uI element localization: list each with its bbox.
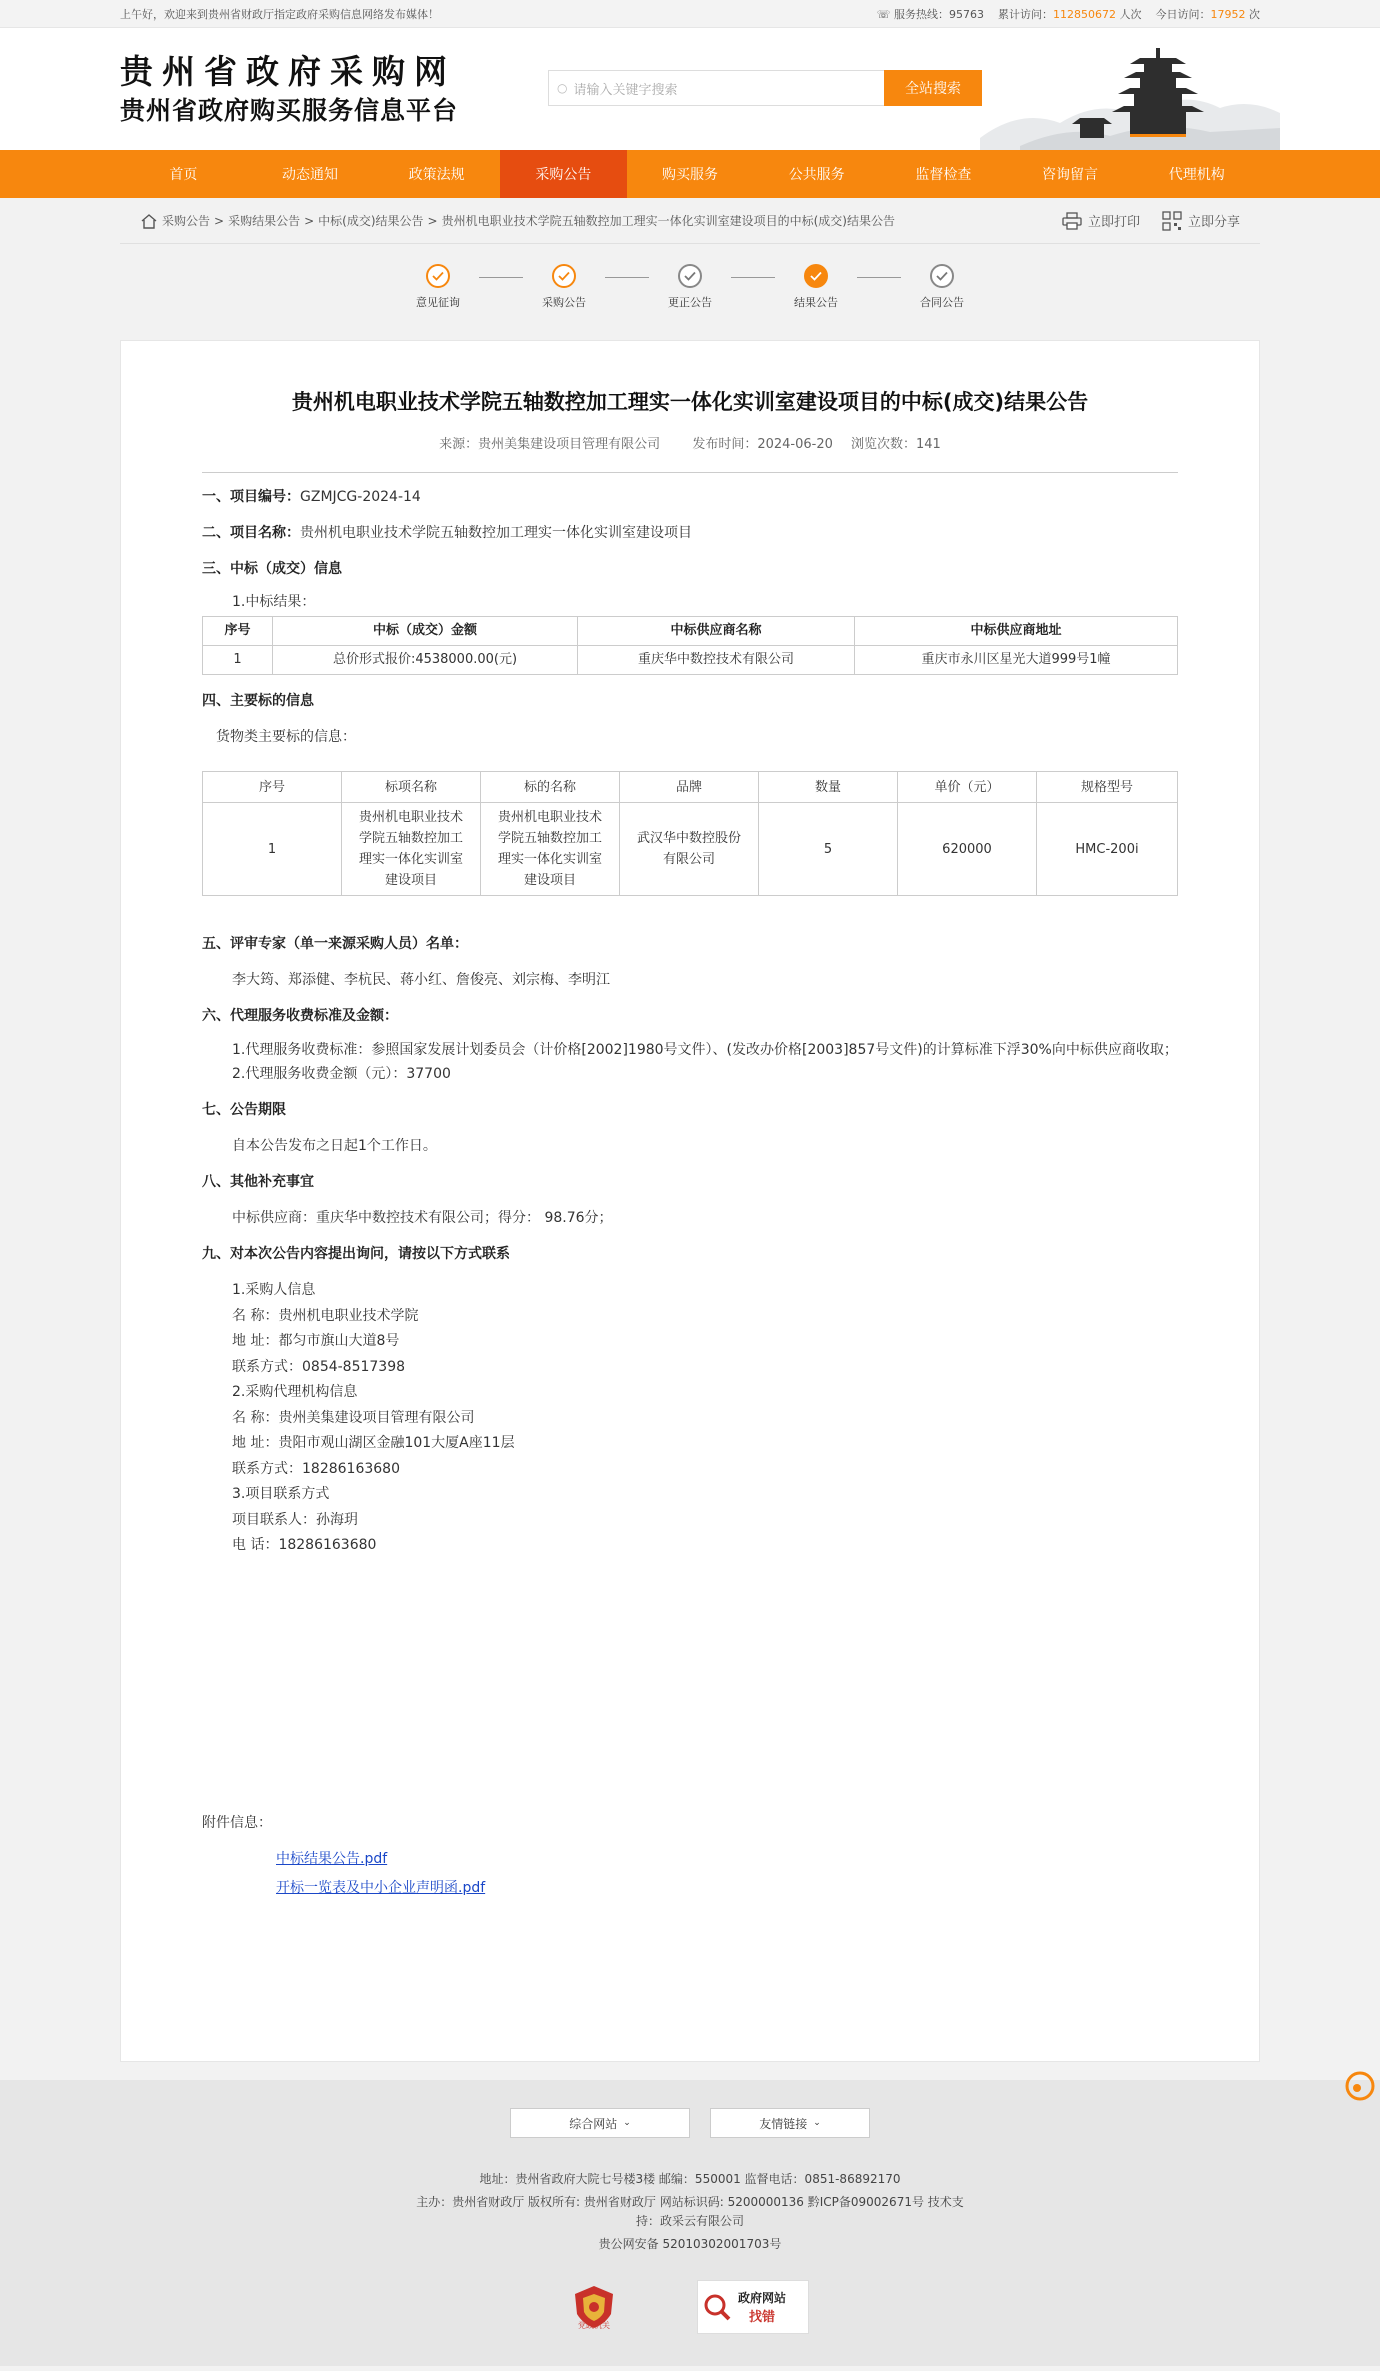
- table-cell: 5: [759, 803, 898, 896]
- search-placeholder: 请输入关键字搜索: [573, 82, 678, 98]
- table-header: 单价（元）: [898, 772, 1037, 803]
- table-cell: 贵州机电职业技术学院五轴数控加工理实一体化实训室建设项目: [481, 803, 620, 896]
- table-cell: 1: [203, 803, 342, 896]
- attachments-label: 附件信息：: [202, 1814, 272, 1831]
- footer-badges: [0, 2280, 1380, 2334]
- step-connector: [731, 277, 775, 278]
- article-source: 来源：贵州美集建设项目管理有限公司: [439, 437, 661, 452]
- breadcrumb-separator: >: [304, 213, 315, 228]
- table-header: 标的名称: [481, 772, 620, 803]
- section-title: 一、项目编号：: [202, 489, 300, 505]
- contact-line: 地 址：贵阳市观山湖区金融101大厦A座11层: [232, 1435, 515, 1451]
- step-contract[interactable]: [907, 264, 977, 310]
- process-steps: [0, 244, 1380, 340]
- top-bar: [0, 0, 1380, 28]
- table-cell: HMC-200i: [1037, 803, 1178, 896]
- step-label: 意见征询: [416, 296, 460, 309]
- site-logo[interactable]: [120, 52, 458, 128]
- badge-title: 政府网站: [738, 2291, 787, 2305]
- article-meta: [202, 433, 1178, 473]
- article-title: 贵州机电职业技术学院五轴数控加工理实一体化实训室建设项目的中标(成交)结果公告: [291, 390, 1089, 414]
- section-title: 九、对本次公告内容提出询问，请按以下方式联系: [202, 1246, 510, 1262]
- notice-period: 自本公告发布之日起1个工作日。: [232, 1138, 437, 1154]
- contact-line: 联系方式：0854-8517398: [232, 1358, 406, 1375]
- site-header: [0, 28, 1380, 150]
- project-name: 贵州机电职业技术学院五轴数控加工理实一体化实训室建设项目: [300, 525, 692, 541]
- today-visits-label: 今日访问：: [1155, 8, 1211, 21]
- step-connector: [857, 277, 901, 278]
- breadcrumb: [140, 212, 895, 229]
- chevron-down-icon: ⌄: [623, 2118, 631, 2128]
- print-button[interactable]: [1062, 211, 1140, 231]
- site-footer: [0, 2080, 1380, 2366]
- goods-table: [202, 771, 1178, 896]
- table-cell: 620000: [898, 803, 1037, 896]
- contact-line: 项目联系人：孙海玥: [232, 1511, 358, 1528]
- today-visits-value: 17952: [1210, 8, 1246, 21]
- total-visits: [998, 6, 1142, 22]
- table-row: [203, 646, 1178, 675]
- section-project-name: [202, 521, 1178, 545]
- contact-line: 联系方式：18286163680: [232, 1460, 400, 1477]
- expert-list: 李大筠、郑添健、李杭民、蒋小红、詹俊亮、刘宗梅、李明江: [232, 972, 610, 988]
- nav-purchase-service[interactable]: 购买服务: [662, 167, 719, 183]
- fee-standard-text: 1.代理服务收费标准：参照国家发展计划委员会（计价格[2002]1980号文件）、(发改办价格[2003]857号文件)的计算标准下浮30%向中标供应商收取；: [232, 1042, 1178, 1058]
- article-date: 发布时间：2024-06-20: [692, 437, 833, 452]
- main-nav: [0, 150, 1380, 198]
- gov-party-badge[interactable]: [571, 2284, 617, 2331]
- step-label: 合同公告: [920, 296, 964, 309]
- search-input[interactable]: [548, 70, 884, 106]
- step-consultation[interactable]: [403, 264, 473, 310]
- hotline-label: 服务热线：: [894, 8, 949, 21]
- footer-info: [0, 2170, 1380, 2254]
- table-cell: 总价形式报价:4538000.00(元): [273, 646, 578, 675]
- site-stats: [877, 6, 1260, 22]
- contact-info: [202, 1278, 1178, 1559]
- qrcode-icon: [1162, 211, 1182, 231]
- fee-amount: 2.代理服务收费金额（元）：37700: [232, 1066, 451, 1082]
- step-label: 更正公告: [668, 296, 712, 309]
- printer-icon: [1062, 212, 1082, 230]
- breadcrumb-separator: >: [214, 213, 225, 228]
- nav-consult[interactable]: 咨询留言: [1042, 167, 1099, 183]
- check-icon: [930, 264, 954, 288]
- share-label: 立即分享: [1187, 215, 1240, 230]
- breadcrumb-bar: [0, 198, 1380, 244]
- breadcrumb-separator: >: [427, 213, 438, 228]
- pagoda-illustration: [980, 28, 1280, 150]
- check-icon: [552, 264, 576, 288]
- table-header: 数量: [759, 772, 898, 803]
- dropdown-label: 综合网站: [569, 2116, 618, 2131]
- bid-result-label: 1.中标结果：: [232, 594, 316, 610]
- project-number: GZMJCG-2024-14: [300, 489, 421, 505]
- search-button[interactable]: 全站搜索: [884, 70, 982, 106]
- table-header: 序号: [203, 617, 273, 646]
- table-header-row: [203, 772, 1178, 803]
- site-subtitle: 贵州省政府购买服务信息平台: [120, 96, 459, 125]
- step-label: 采购公告: [542, 296, 586, 309]
- total-visits-value: 112850672: [1053, 8, 1116, 21]
- section-title: 五、评审专家（单一来源采购人员）名单：: [202, 936, 468, 952]
- site-title: 贵州省政府采购网: [120, 52, 456, 91]
- page-actions: [1062, 211, 1240, 231]
- greeting-text: 上午好，欢迎来到贵州省财政厅指定政府采购信息网络发布媒体！: [120, 8, 439, 21]
- dropdown-label: 友情链接: [759, 2116, 808, 2131]
- contact-line: 名 称：贵州美集建设项目管理有限公司: [232, 1409, 475, 1426]
- section-title: 七、公告期限: [202, 1102, 286, 1118]
- phone-icon: ☏: [876, 8, 891, 21]
- fee-standard: [202, 1040, 1178, 1060]
- check-icon: [804, 264, 828, 288]
- table-cell: 重庆华中数控技术有限公司: [578, 646, 855, 675]
- weibo-icon[interactable]: [1340, 2066, 1380, 2106]
- contact-line: 1.采购人信息: [232, 1282, 316, 1298]
- step-label: 结果公告: [794, 296, 838, 309]
- gov-party-badge-label: 党政机关: [578, 2320, 610, 2330]
- table-cell: 1: [203, 646, 273, 675]
- total-visits-unit: 人次: [1119, 8, 1142, 21]
- attachment-link[interactable]: 开标一览表及中小企业声明函.pdf: [276, 1879, 486, 1896]
- share-button[interactable]: [1162, 211, 1240, 231]
- table-header: 中标供应商地址: [855, 617, 1178, 646]
- nav-policy[interactable]: 政策法规: [408, 167, 465, 183]
- footer-address: 地址：贵州省政府大院七号楼3楼 邮编：550001 监督电话：0851-86892170: [479, 2172, 901, 2186]
- step-connector: [479, 277, 523, 278]
- badge-subtitle: 找错: [749, 2310, 776, 2325]
- supplementary-info: 中标供应商：重庆华中数控技术有限公司；得分： 98.76分；: [232, 1210, 613, 1226]
- breadcrumb-item[interactable]: 采购结果公告: [228, 214, 301, 228]
- integrated-sites-dropdown[interactable]: [510, 2108, 690, 2138]
- table-cell: 武汉华中数控股份有限公司: [620, 803, 759, 896]
- table-header: 品牌: [620, 772, 759, 803]
- table-header: 中标（成交）金额: [273, 617, 578, 646]
- nav-home[interactable]: 首页: [169, 167, 198, 183]
- total-visits-label: 累计访问：: [998, 8, 1053, 21]
- table-cell: 贵州机电职业技术学院五轴数控加工理实一体化实训室建设项目: [342, 803, 481, 896]
- table-row: [203, 803, 1178, 896]
- chevron-down-icon: ⌄: [813, 2118, 821, 2128]
- today-visits-unit: 次: [1249, 8, 1260, 21]
- home-icon[interactable]: [140, 213, 158, 229]
- article-panel: [120, 340, 1260, 2062]
- contact-line: 2.采购代理机构信息: [232, 1384, 358, 1400]
- check-icon: [426, 264, 450, 288]
- contact-line: 电 话：18286163680: [232, 1537, 377, 1553]
- step-correction[interactable]: [655, 264, 725, 310]
- nav-supervision[interactable]: 监督检查: [915, 167, 972, 183]
- footer-copyright: 主办：贵州省财政厅 版权所有: 贵州省财政厅 网站标识码: 5200000136 黔ICP备09002671号 技术支持：政采云有限公司: [416, 2195, 964, 2228]
- check-icon: [678, 264, 702, 288]
- section-title: 三、中标（成交）信息: [202, 561, 342, 577]
- step-connector: [605, 277, 649, 278]
- section-title: 八、其他补充事宜: [202, 1174, 314, 1190]
- section-title: 六、代理服务收费标准及金额：: [202, 1008, 398, 1024]
- contact-line: 名 称：贵州机电职业技术学院: [232, 1307, 419, 1324]
- footer-links: [0, 2080, 1380, 2138]
- breadcrumb-item[interactable]: 采购公告: [162, 214, 211, 228]
- breadcrumb-current: 贵州机电职业技术学院五轴数控加工理实一体化实训室建设项目的中标(成交)结果公告: [441, 214, 895, 228]
- site-error-report-badge[interactable]: [697, 2280, 809, 2334]
- footer-security: 贵公网安备 52010302001703号: [598, 2237, 782, 2251]
- table-header: 中标供应商名称: [578, 617, 855, 646]
- contact-line: 3.项目联系方式: [232, 1486, 330, 1502]
- search-form: [548, 70, 982, 106]
- nav-public-service[interactable]: 公共服务: [788, 167, 845, 183]
- hotline: [877, 6, 984, 22]
- table-header: 序号: [203, 772, 342, 803]
- nav-agencies[interactable]: 代理机构: [1168, 167, 1225, 183]
- article-views: 浏览次数：141: [851, 437, 941, 452]
- table-header-row: [203, 617, 1178, 646]
- contact-line: 地 址：都匀市旗山大道8号: [232, 1333, 400, 1349]
- table-header: 标项名称: [342, 772, 481, 803]
- friendly-links-dropdown[interactable]: [710, 2108, 870, 2138]
- step-result[interactable]: [781, 264, 851, 310]
- section-project-number: [202, 485, 1178, 509]
- goods-label: 货物类主要标的信息：: [216, 729, 356, 745]
- print-label: 立即打印: [1087, 215, 1140, 230]
- section-title: 二、项目名称：: [202, 525, 300, 541]
- breadcrumb-item[interactable]: 中标(成交)结果公告: [318, 214, 424, 228]
- table-cell: 重庆市永川区星光大道999号1幢: [855, 646, 1178, 675]
- table-header: 规格型号: [1037, 772, 1178, 803]
- hotline-number: 95763: [949, 8, 984, 21]
- search-icon: ○: [557, 81, 568, 95]
- section-title: 四、主要标的信息: [202, 693, 314, 709]
- today-visits: [1156, 6, 1261, 22]
- magnifier-icon: [702, 2292, 732, 2322]
- nav-news[interactable]: 动态通知: [282, 167, 338, 183]
- attachment-link[interactable]: 中标结果公告.pdf: [276, 1850, 388, 1867]
- step-procurement[interactable]: [529, 264, 599, 310]
- nav-procurement-notice[interactable]: 采购公告: [500, 150, 627, 198]
- bid-result-table: [202, 616, 1178, 675]
- attachments-list: [202, 1845, 1178, 1903]
